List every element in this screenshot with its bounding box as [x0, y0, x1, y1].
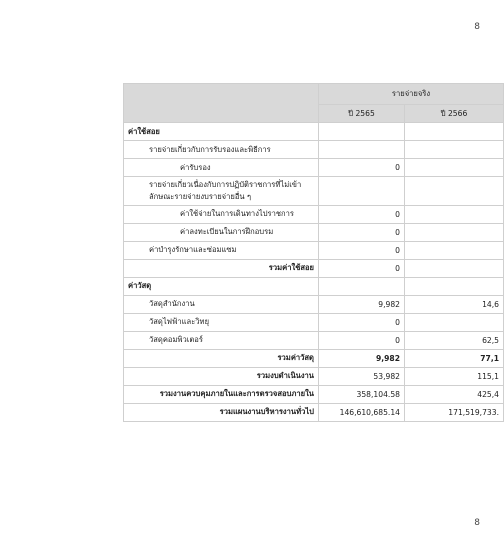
row-value-2565: 53,982 — [319, 367, 405, 385]
row-label: ค่าใช้จ่ายในการเดินทางไปราชการ — [124, 205, 319, 223]
row-value-2565: 0 — [319, 159, 405, 177]
row-value-2565: 0 — [319, 331, 405, 349]
row-label: รวมแผนงานบริหารงานทั่วไป — [124, 403, 319, 421]
row-value-2566: 115,1 — [405, 367, 504, 385]
header-blank — [124, 84, 319, 123]
row-label: ค่าบำรุงรักษาและซ่อมแซม — [124, 241, 319, 259]
row-value-2566 — [405, 277, 504, 295]
table-row-grand-total — [124, 403, 504, 421]
row-value-2566 — [405, 177, 504, 206]
row-label: วัสดุสำนักงาน — [124, 295, 319, 313]
row-label: รายจ่ายเกี่ยวเนื่องกับการปฏิบัติราชการที่ไม่เข้าลักษณะรายจ่ายงบรายจ่ายอื่น ๆ — [124, 177, 319, 206]
row-value-2565: 0 — [319, 205, 405, 223]
row-label: วัสดุคอมพิวเตอร์ — [124, 331, 319, 349]
row-value-2566 — [405, 313, 504, 331]
row-value-2565: 358,104.58 — [319, 385, 405, 403]
table-row — [124, 205, 504, 223]
table-row — [124, 277, 504, 295]
header-actual-expense: รายจ่ายจริง — [319, 84, 504, 105]
table-row — [124, 141, 504, 159]
row-value-2565 — [319, 177, 405, 206]
row-value-2565: 146,610,685.14 — [319, 403, 405, 421]
table-row-subtotal — [124, 349, 504, 367]
row-value-2566: 425,4 — [405, 385, 504, 403]
row-value-2566: 14,6 — [405, 295, 504, 313]
table-row-total — [124, 385, 504, 403]
row-value-2566: 77,1 — [405, 349, 504, 367]
table-row-subtotal — [124, 259, 504, 277]
table-row — [124, 295, 504, 313]
row-label: ค่ารับรอง — [124, 159, 319, 177]
table-row — [124, 223, 504, 241]
row-value-2565 — [319, 123, 405, 141]
row-value-2566: 62,5 — [405, 331, 504, 349]
table-row — [124, 241, 504, 259]
row-value-2566 — [405, 223, 504, 241]
table-row — [124, 177, 504, 206]
row-value-2565: 0 — [319, 259, 405, 277]
row-label: ค่าวัสดุ — [124, 277, 319, 295]
row-value-2566 — [405, 141, 504, 159]
table-row — [124, 159, 504, 177]
row-value-2565: 0 — [319, 241, 405, 259]
row-label: รวมค่าวัสดุ — [124, 349, 319, 367]
page-number-top: 8 — [474, 22, 480, 32]
row-value-2565: 9,982 — [319, 349, 405, 367]
row-value-2566 — [405, 241, 504, 259]
header-row-group — [124, 84, 504, 105]
row-value-2566 — [405, 159, 504, 177]
row-label: ค่าใช้สอย — [124, 123, 319, 141]
row-value-2565 — [319, 277, 405, 295]
row-value-2565: 0 — [319, 313, 405, 331]
table-row — [124, 313, 504, 331]
table-row-total — [124, 367, 504, 385]
row-label: รวมงานควบคุมภายในและการตรวจสอบภายใน — [124, 385, 319, 403]
row-value-2565 — [319, 141, 405, 159]
row-value-2565: 0 — [319, 223, 405, 241]
expense-table — [123, 83, 504, 422]
row-label: ค่าลงทะเบียนในการฝึกอบรม — [124, 223, 319, 241]
row-label: รวมค่าใช้สอย — [124, 259, 319, 277]
row-value-2566 — [405, 123, 504, 141]
row-value-2566: 171,519,733. — [405, 403, 504, 421]
header-year-1: ปี 2565 — [319, 105, 405, 123]
row-label: วัสดุไฟฟ้าและวิทยุ — [124, 313, 319, 331]
row-value-2565: 9,982 — [319, 295, 405, 313]
row-label: รวมงบดำเนินงาน — [124, 367, 319, 385]
page-number-bottom: 8 — [474, 518, 480, 528]
row-label: รายจ่ายเกี่ยวกับการรับรองและพิธีการ — [124, 141, 319, 159]
table-row — [124, 331, 504, 349]
table-row — [124, 123, 504, 141]
header-year-2: ปี 2566 — [405, 105, 504, 123]
row-value-2566 — [405, 205, 504, 223]
row-value-2566 — [405, 259, 504, 277]
